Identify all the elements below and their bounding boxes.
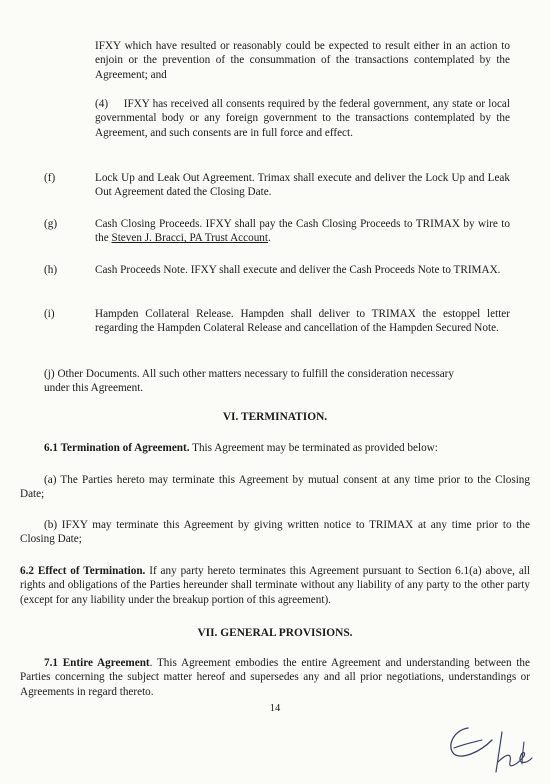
item-f-label: (f): [44, 172, 56, 184]
item-h-label: (h): [44, 264, 58, 276]
section-6-1-title: 6.1 Termination of Agreement.: [44, 442, 190, 454]
item-4-label: (4): [95, 98, 109, 110]
section-6-1-paragraph: [20, 441, 530, 455]
item-g-text-b: .: [268, 232, 271, 245]
item-i-label: (i): [44, 308, 55, 320]
page-number: 14: [269, 703, 281, 714]
item-g-text-a: Cash Closing Proceeds. IFXY shall pay the Cash Closing Proceeds to TRIMAX by wire to the: [95, 218, 510, 245]
item-g-label: (g): [44, 218, 58, 230]
item-i-text: Hampden Collateral Release. Hampden shall deliver to TRIMAX the estoppel letter regarding the Hampden Colateral Release and cancellation of the Hampden Secured Note.: [95, 308, 510, 335]
item-h-text: Cash Proceeds Note. IFXY shall execute and deliver the Cash Proceeds Note to TRIMAX.: [95, 264, 501, 276]
item-g-text: [95, 217, 510, 246]
section-6-2-title: 6.2 Effect of Termination.: [20, 565, 146, 577]
item-4-paragraph: [95, 97, 510, 140]
handwritten-initials-icon: [440, 718, 540, 776]
section-7-1-title: 7.1 Entire Agreement: [44, 657, 150, 669]
item-3-continuation: IFXY which have resulted or reasonably could be expected to result either in an action to enjoin or the prevention of the consummation of the transactions contemplated by the Agreement; and: [95, 40, 510, 81]
item-f-text: Lock Up and Leak Out Agreement. Trimax shall execute and deliver the Lock Up and Leak Out Agreement dated the Closing Date.: [95, 172, 510, 199]
section-6-1-b-paragraph: (b) IFXY may terminate this Agreement by giving written notice to TRIMAX at any time prior to the Closing Date;: [20, 519, 530, 546]
item-j-paragraph: (j) Other Documents. All such other matters necessary to fulfill the consideration necessary under this Agreement.: [44, 368, 454, 395]
section-6-2-text: If any party hereto terminates this Agreement pursuant to Section 6.1(a) above, all rights and obligations of the Parties hereunder shall terminate without any liability of any party to the other party (except for any liability under the breakup portion of this agreement).: [20, 565, 530, 606]
section-7-1-paragraph: [20, 656, 530, 699]
section-6-heading: VI. TERMINATION.: [222, 411, 328, 423]
section-7-1-text: . This Agreement embodies the entire Agreement and understanding between the Parties concerning the subject matter hereof and supersedes any and all prior negotiations, understandings or Agreements in regard thereto.: [20, 657, 530, 698]
section-6-1-a-paragraph: (a) The Parties hereto may terminate this Agreement by mutual consent at any time prior to the Closing Date;: [20, 474, 530, 501]
section-6-2-paragraph: [20, 564, 530, 607]
item-4-text: IFXY has received all consents required by the federal government, any state or local governmental body or any foreign government to the transactions contemplated by the Agreement, and such consents are in full force and effect.: [95, 98, 510, 139]
section-7-heading: VII. GENERAL PROVISIONS.: [197, 627, 353, 639]
section-6-1-text: This Agreement may be terminated as provided below:: [189, 442, 438, 454]
trust-account-link: Steven J. Bracci, PA Trust Account: [111, 232, 268, 245]
